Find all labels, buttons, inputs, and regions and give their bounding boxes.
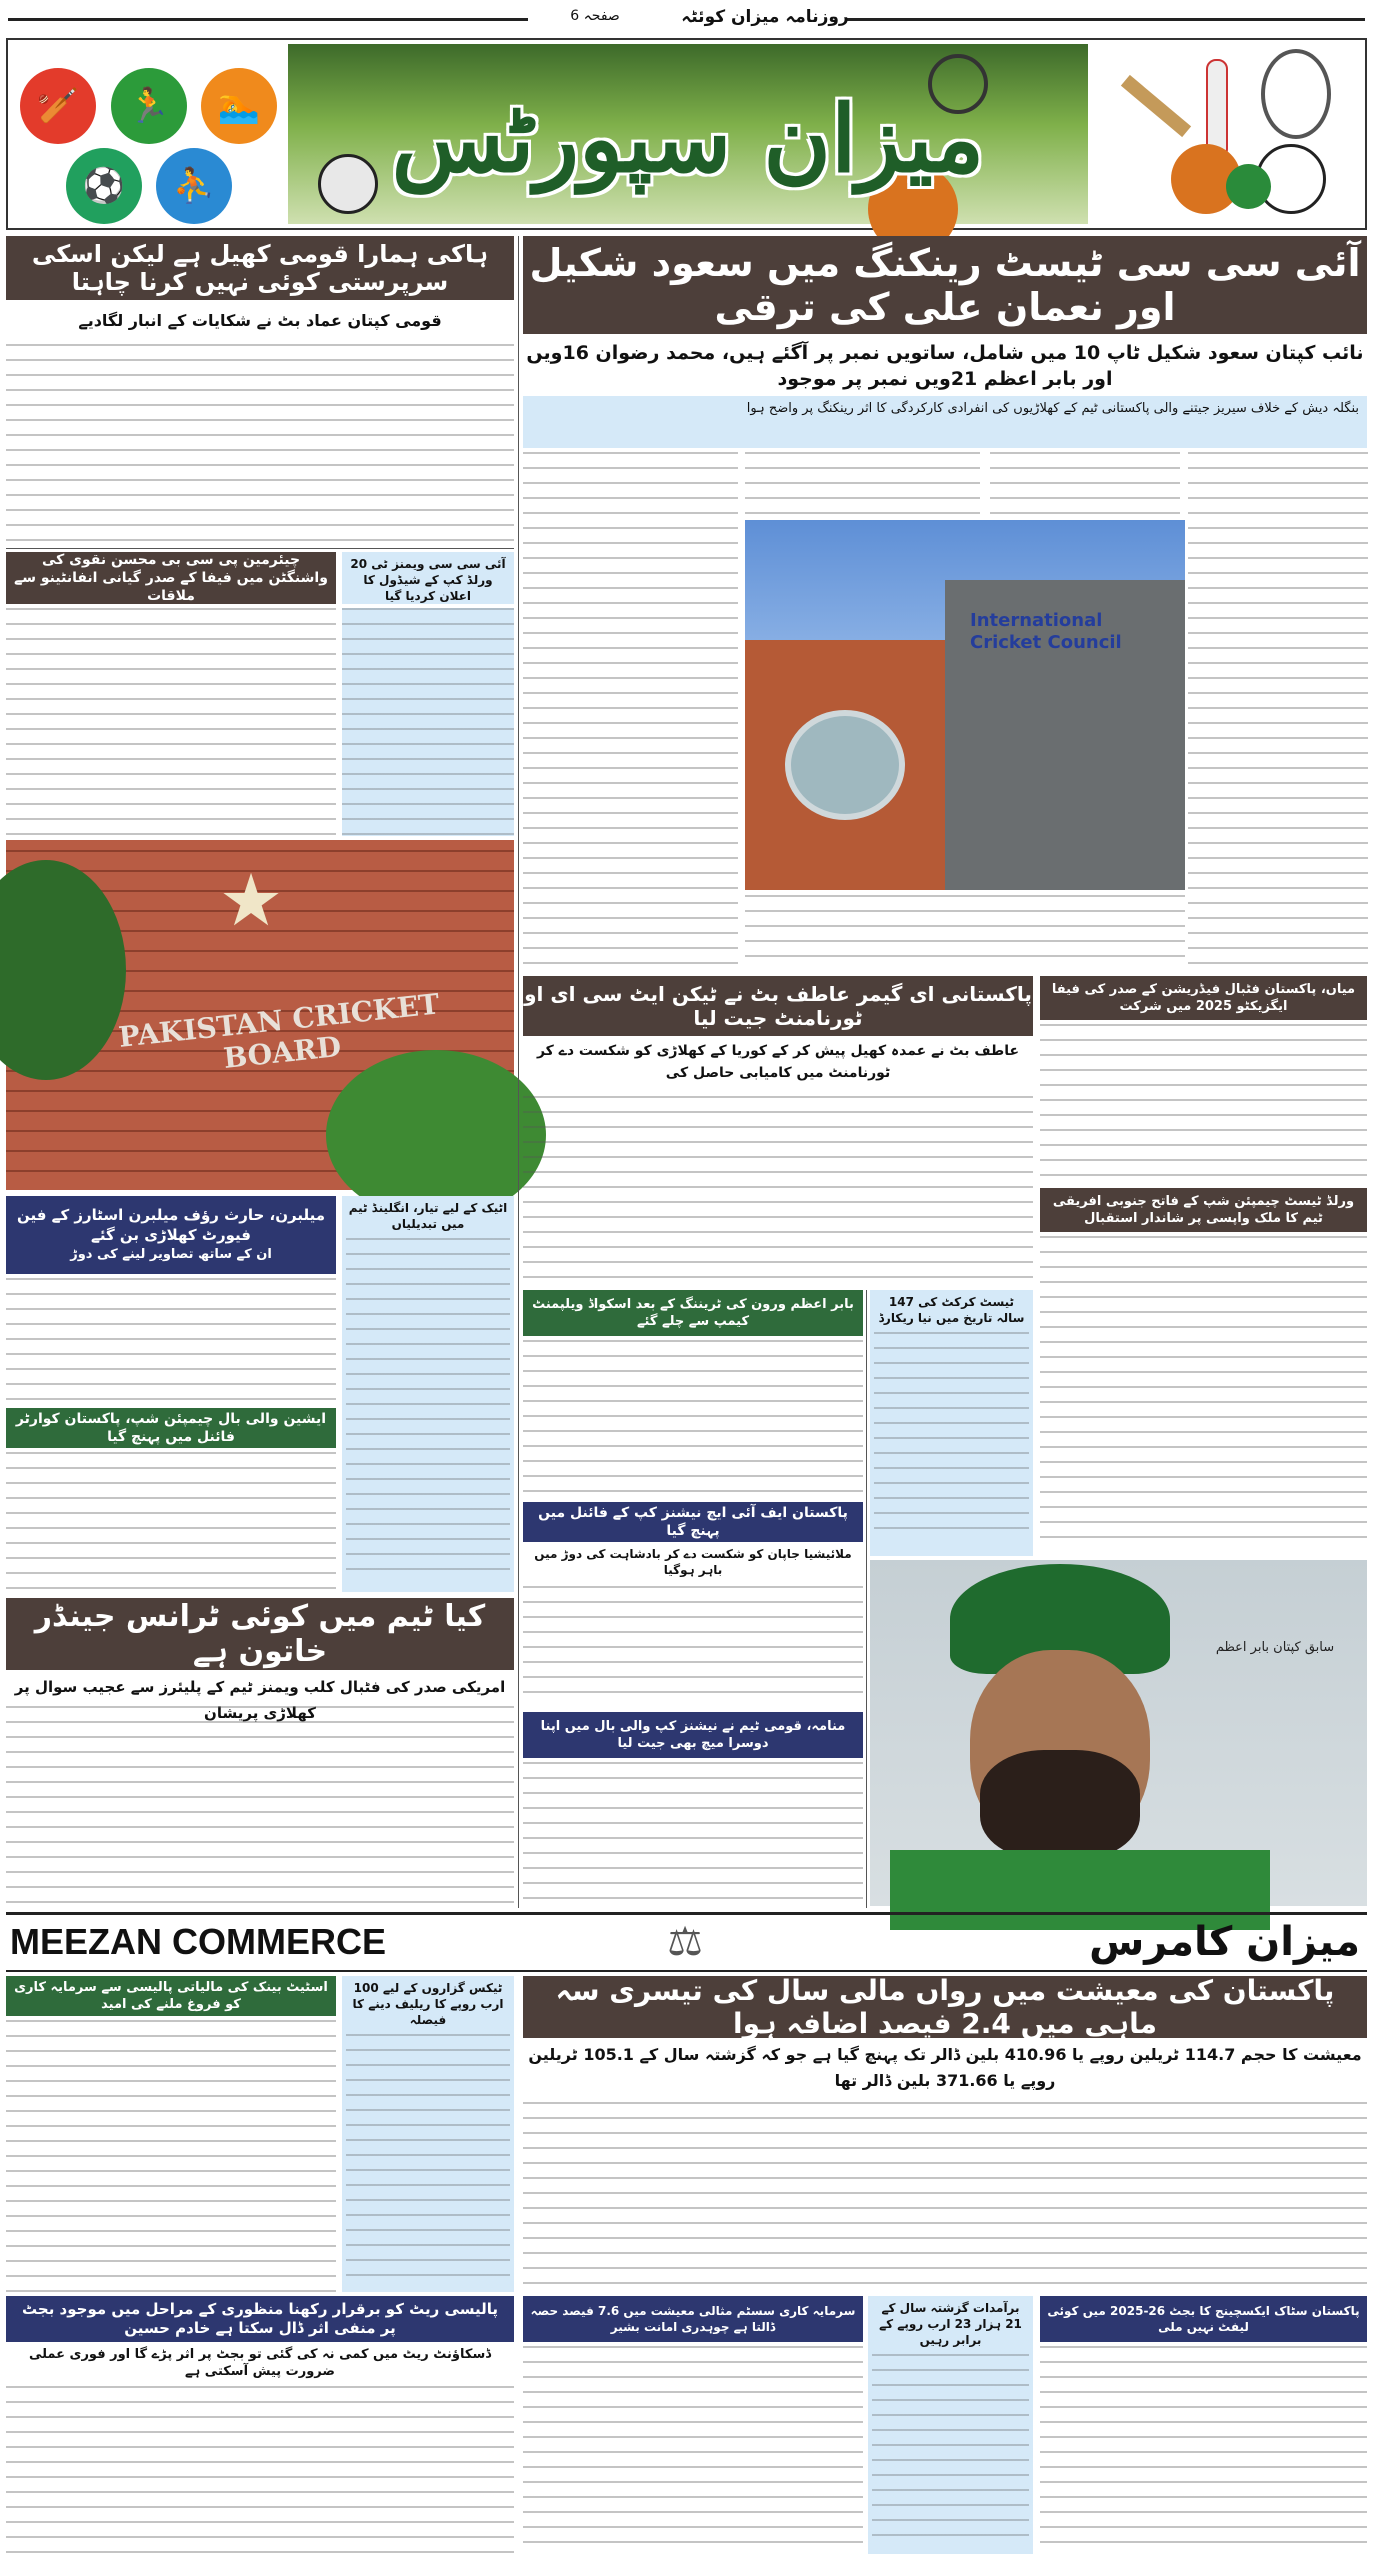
football-text xyxy=(1040,1024,1367,1184)
atif-subheadline: عاطف بٹ نے عمدہ کھیل پیش کر کے کوریا کے کھلاڑی کو شکست دے کر ٹورنامنٹ میں کامیابی حاصل کی xyxy=(536,1043,1020,1081)
paper-name: روزنامہ میزان کوئٹہ xyxy=(681,7,849,27)
swimmer-icon: 🏊 xyxy=(201,68,277,144)
commerce-mid-headline xyxy=(523,2296,863,2342)
hockey-text xyxy=(6,344,514,544)
commerce-urdu-title: میزان کامرس xyxy=(1089,1919,1360,1965)
volley-headline-text: منامہ، قومی ٹیم نے نیشنز کپ والی بال میں اپنا دوسرا میچ بھی جیت لیا xyxy=(540,1719,846,1751)
commerce-left-text xyxy=(6,2020,336,2292)
trans-text xyxy=(6,1706,514,1906)
cricket-icon: 🏏 xyxy=(20,68,96,144)
babar-photo xyxy=(870,1560,1367,1906)
commerce-english-title: MEEZAN COMMERCE xyxy=(10,1921,386,1962)
banner-art xyxy=(288,44,1088,224)
melbourne-side-box xyxy=(342,1196,514,1592)
commerce-left-headline-text: اسٹیٹ بینک کی مالیاتی پالیسی سے سرمایہ کاری کو فروغ ملنے کی امید xyxy=(14,1980,328,2012)
main-subheadline: نائب کپتان سعود شکیل ٹاپ 10 میں شامل، ساتویں نمبر پر آگئے ہیں، محمد رضوان 16ویں اور بابر اعظم 21ویں نمبر پر موجود xyxy=(526,342,1364,390)
commerce-left-box xyxy=(342,1976,514,2292)
commerce-main-headline xyxy=(523,1976,1367,2038)
trans-headline xyxy=(6,1598,514,1670)
main-text-left xyxy=(523,452,738,972)
page-number: صفحہ 6 xyxy=(570,8,620,24)
commerce-right-text xyxy=(1040,2346,1367,2554)
commerce-export-title: برآمدات گزشتہ سال کے 21 ہزار 23 ارب روپے کے برابر رہیں xyxy=(879,2301,1022,2347)
commerce-bottom-sub: ڈسکاؤنٹ ریٹ میں کمی نہ کی گئی تو بجٹ پر اثر پڑے گا اور فوری عملی ضرورت پیش آسکتی ہے xyxy=(28,2347,492,2379)
football-headline xyxy=(1040,976,1367,1020)
player-beard xyxy=(980,1750,1140,1860)
melbourne-text xyxy=(6,1278,336,1404)
melbourne-headline xyxy=(6,1196,336,1274)
hockey-headline xyxy=(6,236,514,300)
babar-headline xyxy=(523,1290,863,1336)
afc-subheadline: ملائیشیا جاپان کو شکست دے کر بادشاہت کی دوڑ میں باہر ہوگیا xyxy=(534,1547,852,1577)
banner-title: میزان سپورٹس xyxy=(391,85,985,193)
commerce-main-headline-text: پاکستان کی معیشت میں رواں مالی سال کی تیسری سہ ماہی میں 2.4 فیصد اضافہ ہوا xyxy=(555,1974,1335,2040)
top-strip xyxy=(0,0,1373,38)
runner-icon: 🏃 xyxy=(111,68,187,144)
volley-headline xyxy=(523,1712,863,1758)
main-text-bottom xyxy=(745,895,1185,970)
commerce-mid-text xyxy=(523,2346,863,2554)
sports-banner xyxy=(6,38,1367,230)
commerce-mid-headline-text: سرمایہ کاری سسٹم مثالی معیشت میں 7.6 فیصد حصہ ڈالتا ہے چوہدری امانت بشیر xyxy=(530,2304,856,2334)
pcb-headline-text: چیئرمین پی سی بی محسن نقوی کی واشنگٹن میں فیفا کے صدر گیانی انفانٹینو سے ملاقات xyxy=(14,552,328,604)
commerce-bottom-headline-text: پالیسی ریٹ کو برقرار رکھنا منظوری کے مراحل میں موجود بجٹ پر منفی اثر ڈال سکتا ہے خادم حسین xyxy=(22,2300,498,2337)
melbourne-sub-text: ان کے ساتھ تصاویر لینے کی دوڑ xyxy=(70,1247,272,1262)
babar-text xyxy=(523,1340,863,1498)
football-player-icon: ⚽ xyxy=(66,148,142,224)
tree-left xyxy=(0,860,126,1080)
pcb-photo xyxy=(6,840,514,1190)
trans-headline-text: کیا ٹیم میں کوئی ٹرانس جینڈر خاتون ہے xyxy=(34,1599,486,1669)
football-headline-text: میاں، پاکستان فٹبال فیڈریشن کے صدر کی فیفا ایگزیکٹو 2025 میں شرکت xyxy=(1051,982,1356,1014)
main-text-right xyxy=(1188,452,1368,972)
sports-equipment-art xyxy=(1096,44,1364,224)
tree-right xyxy=(326,1050,546,1220)
pcb-side-box: آئی سی سی ویمنز ٹی 20 ورلڈ کپ کے شیڈول کا اعلان کردیا گیا xyxy=(342,552,514,604)
babar-photo-caption: سابق کپتان بابر اعظم xyxy=(1215,1640,1335,1655)
main-strap: بنگلہ دیش کے خلاف سیریز جیتنے والی پاکستانی ٹیم کے کھلاڑیوں کی انفرادی کارکردگی کا اثر رینکنگ پر واضح ہوا xyxy=(523,396,1367,448)
afc-headline-text: پاکستان ایف آئی ایچ نیشنز کپ کے فائنل میں پہنچ گیا xyxy=(538,1505,848,1539)
afc-headline xyxy=(523,1502,863,1542)
atif-headline-text: پاکستانی ای گیمر عاطف بٹ نے ٹیکن ایٹ سی ای او ٹورنامنٹ جیت لیا xyxy=(524,982,1032,1030)
commerce-bottom-headline xyxy=(6,2296,514,2342)
trans-subheadline: امریکی صدر کی فٹبال کلب ویمنز ٹیم کے پلیئرز سے عجیب سوال پر کھلاڑی پریشان xyxy=(14,1678,506,1722)
atif-side-title: ٹیسٹ کرکٹ کی 147 سالہ تاریخ میں نیا ریکارڈ xyxy=(878,1295,1025,1325)
racket-icon-2 xyxy=(1261,49,1331,139)
pcb-side-text xyxy=(342,608,514,836)
snooker-text xyxy=(6,1452,336,1592)
basketball-player-icon: ⛹ xyxy=(156,148,232,224)
bowling-ball-icon xyxy=(1226,164,1271,209)
commerce-main-sub: معیشت کا حجم 114.7 ٹریلین روپے یا 410.96 بلین ڈالر تک پہنچ گیا ہے جو کہ گزشتہ سال کے 105.1 ٹریلین روپے یا 371.66 بلین ڈالر تھا xyxy=(528,2045,1362,2090)
hockey-headline-text: ہاکی ہمارا قومی کھیل ہے لیکن اسکی سرپرستی کوئی نہیں کرنا چاہتا xyxy=(31,240,489,296)
main-headline-text: آئی سی سی ٹیسٹ رینکنگ میں سعود شکیل اور نعمان علی کی ترقی xyxy=(529,241,1361,329)
main-headline xyxy=(523,236,1367,334)
afc-text xyxy=(523,1586,863,1706)
bat-icon xyxy=(1121,75,1191,137)
star-icon: ★ xyxy=(218,858,284,942)
worldtest-headline xyxy=(1040,1188,1367,1232)
volley-text xyxy=(523,1762,863,1906)
commerce-left-box-title: ٹیکس گزاروں کے لیے 100 ارب روپے کا ریلیف دینے کا فیصلہ xyxy=(352,1981,504,2027)
icc-building-photo xyxy=(745,520,1185,890)
scale-icon: ⚖ xyxy=(667,1919,703,1965)
melbourne-headline-text: میلبرن، حارث رؤف میلبرن اسٹارز کے فین فیورٹ کھلاڑی بن گئے xyxy=(16,1206,326,1244)
worldtest-text xyxy=(1040,1236,1367,1550)
commerce-bottom-text xyxy=(6,2386,514,2554)
commerce-right-headline-text: پاکستان سٹاک ایکسچینج کا بجٹ 26-2025 میں کوئی لیفٹ نہیں ملی xyxy=(1047,2304,1360,2334)
pcb-text xyxy=(6,608,336,836)
snooker-headline-text: ایشین والی بال چیمپئن شپ، پاکستان کوارٹر فائنل میں پہنچ گیا xyxy=(15,1411,327,1445)
icc-sign: International Cricket Council xyxy=(970,610,1122,653)
commerce-export-box xyxy=(868,2296,1033,2554)
pcb-wall-text: PAKISTAN CRICKET BOARD xyxy=(117,987,441,1076)
commerce-left-headline xyxy=(6,1976,336,2016)
hockey-subheadline: قومی کپتان عماد بٹ نے شکایات کے انبار لگادیے xyxy=(78,311,442,330)
melbourne-side-title: اٹیک کے لیے تیار، انگلینڈ ٹیم میں تبدیلیاں xyxy=(348,1201,508,1231)
atif-text xyxy=(523,1096,1033,1286)
worldtest-headline-text: ورلڈ ٹیسٹ چیمپئن شپ کے فاتح جنوبی افریقی ٹیم کا ملک واپسی پر شاندار استقبال xyxy=(1052,1194,1355,1226)
commerce-right-headline xyxy=(1040,2296,1367,2342)
atif-side-box xyxy=(870,1290,1033,1556)
pcb-headline xyxy=(6,552,336,604)
icc-logo-icon xyxy=(785,710,905,820)
atif-headline xyxy=(523,976,1033,1036)
babar-headline-text: بابر اعظم ورون کی ٹریننگ کے بعد اسکواڈ ویلپمنٹ کیمپ سے چلے گئے xyxy=(532,1297,854,1329)
snooker-headline xyxy=(6,1408,336,1448)
commerce-main-text xyxy=(523,2102,1367,2292)
